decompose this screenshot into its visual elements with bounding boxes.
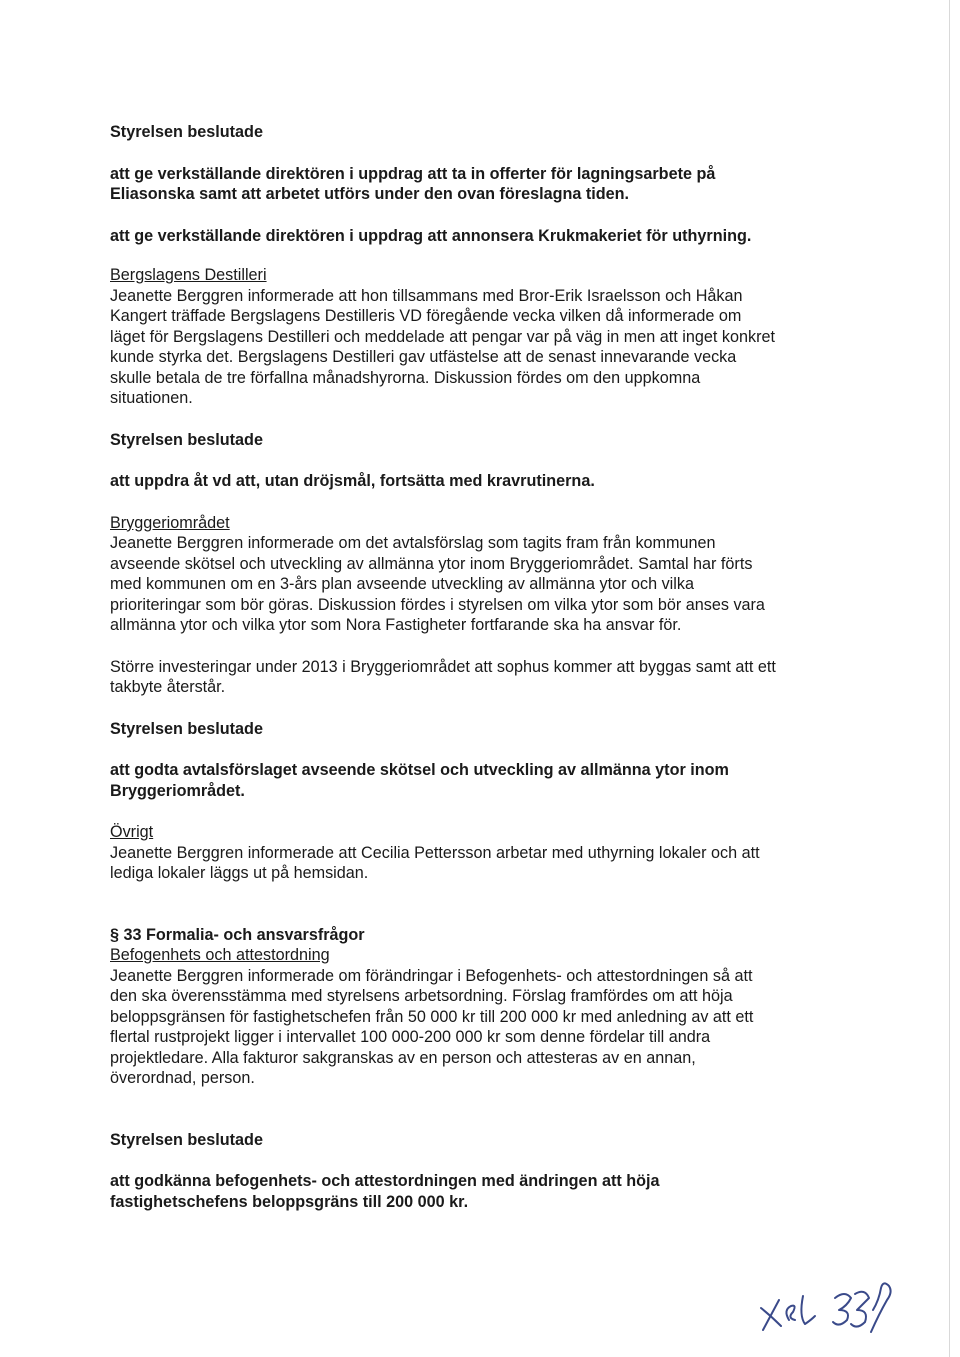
decision-heading: Styrelsen beslutade [110, 430, 263, 449]
body-text: flertal rustprojekt ligger i intervallet 100 000-200 000 kr som denne fördelar till andra [110, 1028, 711, 1046]
body-text: läget för Bergslagens Destilleri och meddelade att pengar var på väg in men att inget konkret [110, 327, 775, 346]
decision-text: Eliasonska samt att arbetet utförs under den ovan föreslagna tiden. [110, 185, 630, 203]
decision-text: att ge verkställande direktören i uppdrag att ta in offerter för lagningsarbete på [110, 164, 716, 183]
decision-text: att ge verkställande direktören i uppdrag att annonsera Krukmakeriet för uthyrning. [110, 226, 752, 245]
decision-heading: Styrelsen beslutade [110, 1130, 263, 1149]
body-text: beloppsgränsen för fastighetschefen från 50 000 kr till 200 000 kr med anledning av att ett [110, 1007, 754, 1026]
decision-heading: Styrelsen beslutade [110, 123, 263, 141]
decision-text: fastighetschefens beloppsgräns till 200 000 kr. [110, 1192, 469, 1211]
decision-heading: Styrelsen beslutade [110, 719, 263, 738]
decision-text: Bryggeriområdet. [110, 781, 245, 800]
section-title-ovrigt: Övrigt [110, 823, 154, 841]
handwritten-initials-signature [755, 1280, 915, 1340]
body-text: Jeanette Berggren informerade om det avtalsförslag som tagits fram från kommunen [110, 534, 716, 552]
body-text: lediga lokaler läggs ut på hemsidan. [110, 864, 369, 882]
body-text: överordnad, person. [110, 1069, 255, 1087]
decision-text: att godta avtalsförslaget avseende skötsel och utveckling av allmänna ytor inom [110, 761, 729, 779]
decision-text: att uppdra åt vd att, utan dröjsmål, fortsätta med kravrutinerna. [110, 472, 595, 490]
document-page [110, 122, 850, 1212]
body-text: projektledare. Alla fakturor sakgranskas av en person och attesteras av en annan, [110, 1048, 696, 1067]
body-text: Jeanette Berggren informerade att Cecilia Pettersson arbetar med uthyrning lokaler och att [110, 843, 760, 862]
body-text: skulle betala de tre förfallna månadshyrorna. Diskussion fördes om den uppkomna [110, 368, 701, 387]
body-text: Jeanette Berggren informerade om förändringar i Befogenhets- och attestordningen så att [110, 966, 753, 985]
body-text: situationen. [110, 389, 193, 407]
decision-text: att godkänna befogenhets- och attestordningen med ändringen att höja [110, 1172, 660, 1190]
body-text: avseende skötsel och utveckling av allmänna ytor inom Bryggeriområdet. Samtal har förts [110, 554, 753, 573]
body-text: prioriteringar som bör göras. Diskussion fördes i styrelsen om vilka ytor som bör anses vara [110, 595, 765, 614]
body-text: allmänna ytor och vilka ytor som Nora Fastigheter fortfarande ska ha ansvar för. [110, 616, 682, 634]
body-text: Större investeringar under 2013 i Bryggeriområdet att sophus kommer att byggas samt att ett [110, 657, 776, 676]
scan-edge-line [949, 0, 950, 1357]
section-title-bryggeriomradet: Bryggeriområdet [110, 513, 230, 532]
body-text: kunde styrka det. Bergslagens Destilleri gav utfästelse att de senast innevarande vecka [110, 348, 737, 366]
section-title-bergslagens-destilleri: Bergslagens Destilleri [110, 266, 267, 284]
body-text: takbyte återstår. [110, 678, 226, 696]
paragraph-33-title: § 33 Formalia- och ansvarsfrågor [110, 925, 365, 944]
body-text: med kommunen om en 3-års plan avseende utveckling av allmänna ytor och vilka [110, 575, 694, 593]
body-text: Jeanette Berggren informerade att hon tillsammans med Bror-Erik Israelsson och Håkan [110, 286, 743, 305]
body-text: Kangert träffade Bergslagens Destilleris VD föregående vecka vilken då informerade om [110, 307, 742, 325]
body-text: den ska överensstämma med styrelsens arbetsordning. Förslag framfördes om att höja [110, 987, 733, 1005]
section-subtitle-befogenhets-och-attestordning: Befogenhets och attestordning [110, 946, 330, 964]
